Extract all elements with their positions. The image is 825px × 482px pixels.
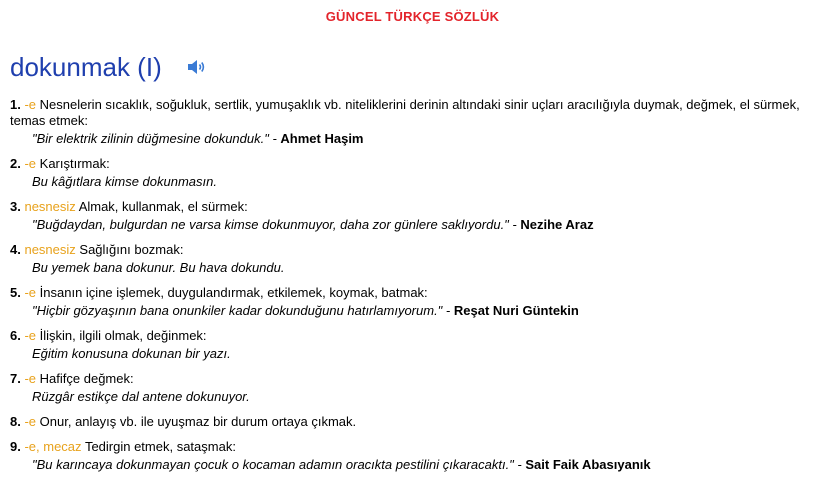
grammar-tag: nesnesiz [24, 199, 76, 214]
sense-head [10, 156, 815, 172]
sense-number: 2. [10, 156, 21, 171]
example-text: Eğitim konusuna dokunan bir yazı. [32, 346, 231, 361]
grammar-tag: -e, mecaz [24, 439, 82, 454]
example-author: Nezihe Araz [520, 217, 594, 232]
example-text: "Bir elektrik zilinin düğmesine dokunduk." [32, 131, 269, 146]
sense-head [10, 328, 815, 344]
sense-item [10, 285, 815, 319]
sense-definition: İlişkin, ilgili olmak, değinmek: [39, 328, 207, 343]
grammar-tag: -e [24, 371, 37, 386]
sense-definition: Nesnelerin sıcaklık, soğukluk, sertlik, yumuşaklık vb. niteliklerini derinin altındaki sinir uçları aracılığıyla duymak, değmek, el sürmek, temas etmek: [10, 97, 800, 128]
sense-item [10, 371, 815, 405]
sense-example: "Hiçbir gözyaşının bana onunkiler kadar dokunduğunu hatırlamıyorum." - Reşat Nuri Güntekin [32, 303, 579, 318]
grammar-tag: -e [24, 97, 37, 112]
example-text: "Bu karıncaya dokunmayan çocuk o kocaman adamın oracıkta pestilini çıkaracaktı." [32, 457, 514, 472]
sense-item [10, 199, 815, 233]
example-text: "Buğdaydan, bulgurdan ne varsa kimse dokunmuyor, daha zor günlere saklıyordu." [32, 217, 509, 232]
example-author: Reşat Nuri Güntekin [453, 303, 579, 318]
sense-item [10, 97, 815, 147]
grammar-tag: -e [24, 156, 37, 171]
sense-definition: Hafifçe değmek: [39, 371, 134, 386]
sense-head [10, 414, 815, 430]
sense-definition: İnsanın içine işlemek, duygulandırmak, etkilemek, koymak, batmak: [39, 285, 428, 300]
sense-head [10, 285, 815, 301]
sense-number: 9. [10, 439, 21, 454]
sense-head [10, 97, 815, 129]
sense-number: 4. [10, 242, 21, 257]
sense-definition: Almak, kullanmak, el sürmek: [78, 199, 248, 214]
sense-list [10, 97, 815, 482]
sense-example: "Buğdaydan, bulgurdan ne varsa kimse dokunmuyor, daha zor günlere saklıyordu." - Nezihe Araz [32, 217, 594, 232]
grammar-tag: nesnesiz [24, 242, 76, 257]
grammar-tag: -e [24, 328, 37, 343]
headword-row [10, 52, 208, 82]
sense-item [10, 414, 815, 430]
sense-example: "Bu karıncaya dokunmayan çocuk o kocaman adamın oracıkta pestilini çıkaracaktı." - Sait Faik Abasıyanık [32, 457, 651, 472]
sense-definition: Sağlığını bozmak: [79, 242, 184, 257]
example-text: "Hiçbir gözyaşının bana onunkiler kadar dokunduğunu hatırlamıyorum." [32, 303, 443, 318]
site-title: GÜNCEL TÜRKÇE SÖZLÜK [325, 9, 500, 24]
sense-number: 7. [10, 371, 21, 386]
sense-item [10, 439, 815, 473]
headword: dokunmak (I) [10, 52, 162, 82]
example-text: Bu yemek bana dokunur. Bu hava dokundu. [32, 260, 285, 275]
example-author: Sait Faik Abasıyanık [525, 457, 651, 472]
sense-number: 8. [10, 414, 21, 429]
sense-number: 6. [10, 328, 21, 343]
speaker-icon[interactable] [186, 58, 208, 76]
sense-example [10, 389, 815, 405]
sense-definition: Karıştırmak: [39, 156, 110, 171]
sense-item [10, 242, 815, 276]
sense-example [10, 174, 815, 190]
grammar-tag: -e [24, 285, 37, 300]
sense-number: 5. [10, 285, 21, 300]
example-author: Ahmet Haşim [280, 131, 364, 146]
sense-number: 1. [10, 97, 21, 112]
sense-definition: Onur, anlayış vb. ile uyuşmaz bir durum ortaya çıkmak. [39, 414, 357, 429]
example-text: Bu kâğıtlara kimse dokunmasın. [32, 174, 217, 189]
example-text: Rüzgâr estikçe dal antene dokunuyor. [32, 389, 250, 404]
sense-number: 3. [10, 199, 21, 214]
grammar-tag: -e [24, 414, 37, 429]
sense-example [10, 260, 815, 276]
sense-example [10, 346, 815, 362]
sense-head [10, 242, 815, 258]
sense-example: "Bir elektrik zilinin düğmesine dokunduk." - Ahmet Haşim [32, 131, 364, 146]
sense-head [10, 199, 815, 215]
sense-head [10, 439, 815, 455]
sense-head [10, 371, 815, 387]
sense-item [10, 328, 815, 362]
sense-definition: Tedirgin etmek, sataşmak: [84, 439, 236, 454]
sense-item [10, 156, 815, 190]
